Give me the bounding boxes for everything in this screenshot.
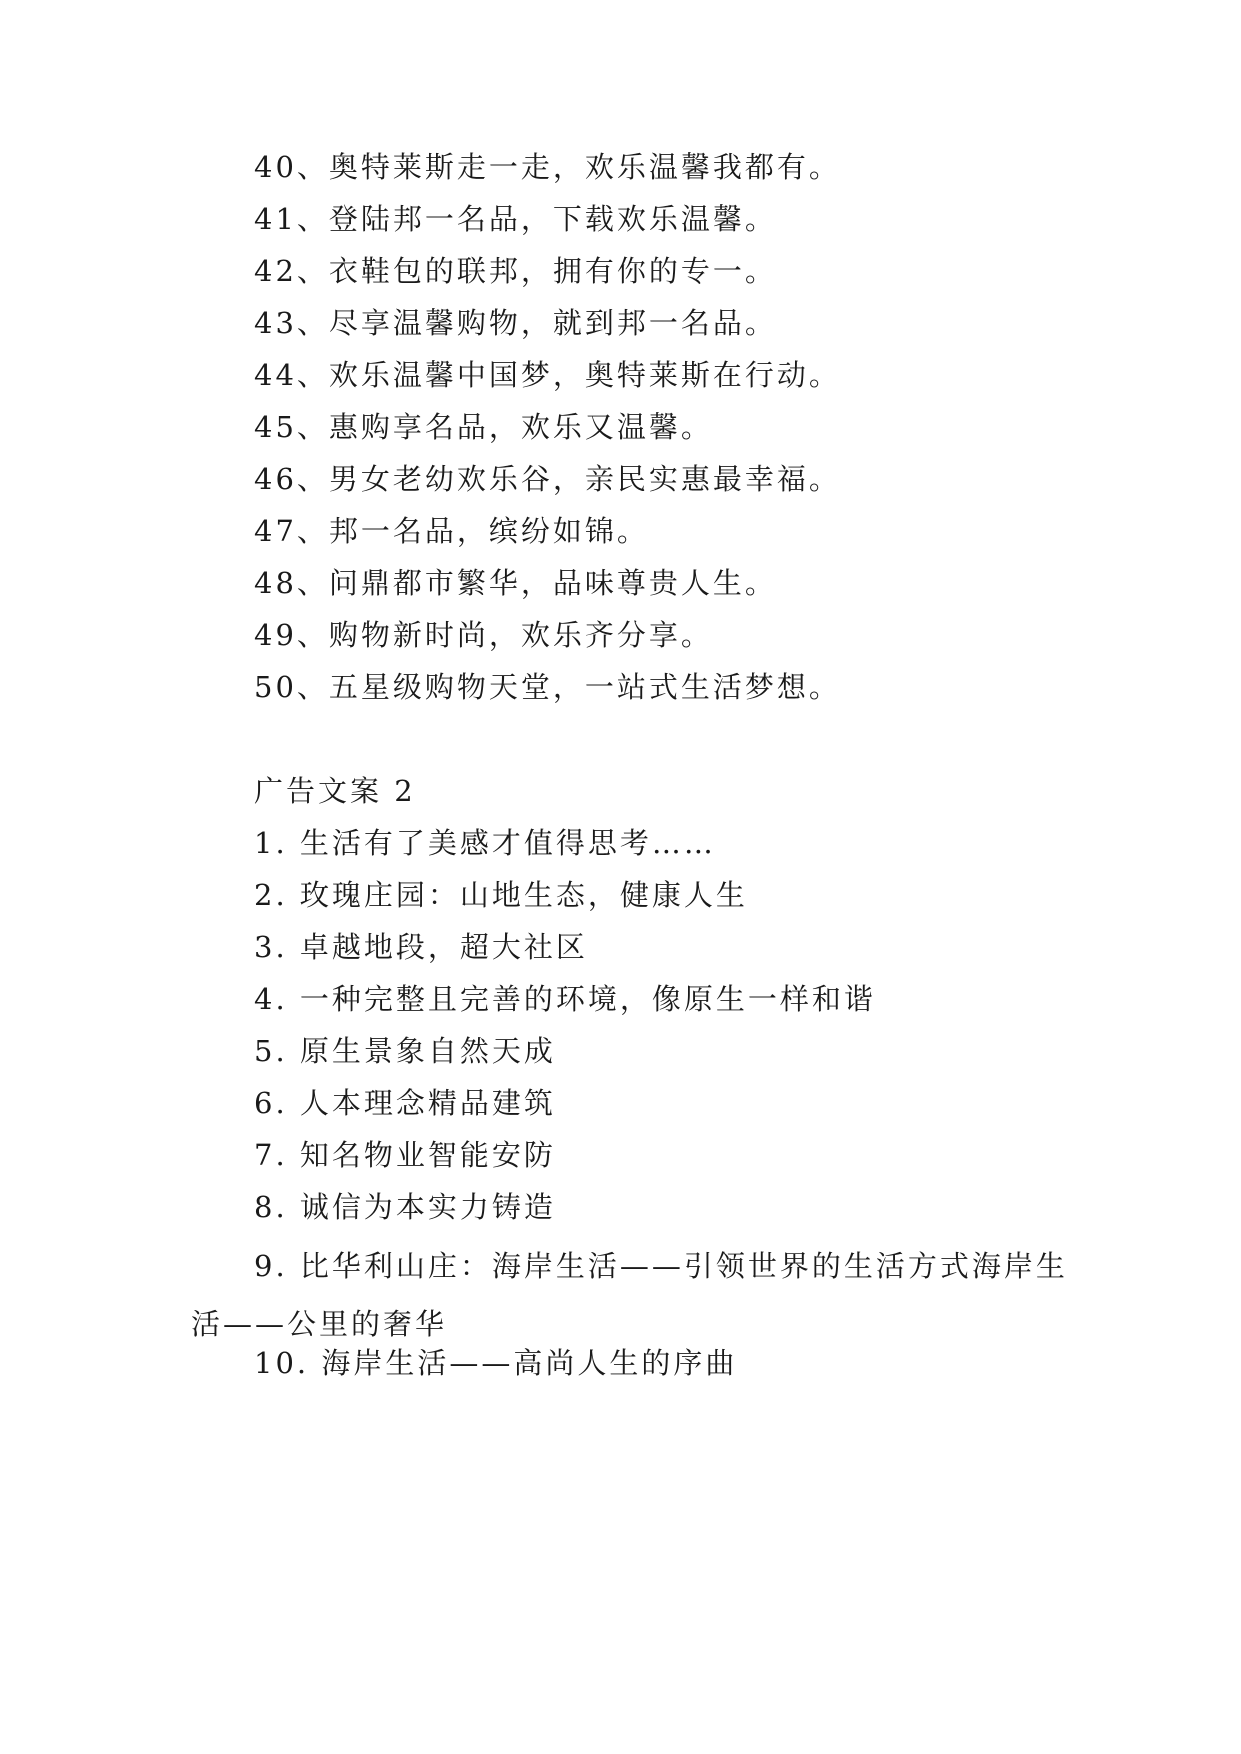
list-item: 49、购物新时尚，欢乐齐分享。 [254,618,713,652]
list-item: 47、邦一名品，缤纷如锦。 [254,514,649,548]
list-item: 50、五星级购物天堂，一站式生活梦想。 [254,670,841,704]
list-item: 45、惠购享名品，欢乐又温馨。 [254,410,713,444]
list-item: 41、登陆邦一名品，下载欢乐温馨。 [254,202,777,236]
list-item: 5. 原生景象自然天成 [254,1034,556,1068]
list-item: 40、奥特莱斯走一走，欢乐温馨我都有。 [254,150,841,184]
list-item: 48、问鼎都市繁华，品味尊贵人生。 [254,566,777,600]
list-item: 7. 知名物业智能安防 [254,1138,556,1172]
list-item: 42、衣鞋包的联邦，拥有你的专一。 [254,254,777,288]
list-item: 6. 人本理念精品建筑 [254,1086,556,1120]
list-item-wrapped: 9. 比华利山庄：海岸生活——引领世界的生活方式海岸生活——公里的奢华 [191,1249,1068,1341]
list-item: 44、欢乐温馨中国梦，奥特莱斯在行动。 [254,358,841,392]
list-item: 8. 诚信为本实力铸造 [254,1190,556,1224]
list-item: 10. 海岸生活——高尚人生的序曲 [254,1346,738,1380]
list-item: 4. 一种完整且完善的环境，像原生一样和谐 [254,982,876,1016]
section-heading: 广告文案 2 [254,774,416,808]
list-item: 2. 玫瑰庄园：山地生态，健康人生 [254,878,748,912]
list-item: 46、男女老幼欢乐谷，亲民实惠最幸福。 [254,462,841,496]
list-item: 43、尽享温馨购物，就到邦一名品。 [254,306,777,340]
list-item: 3. 卓越地段，超大社区 [254,930,588,964]
list-item: 1. 生活有了美感才值得思考…… [254,826,716,860]
